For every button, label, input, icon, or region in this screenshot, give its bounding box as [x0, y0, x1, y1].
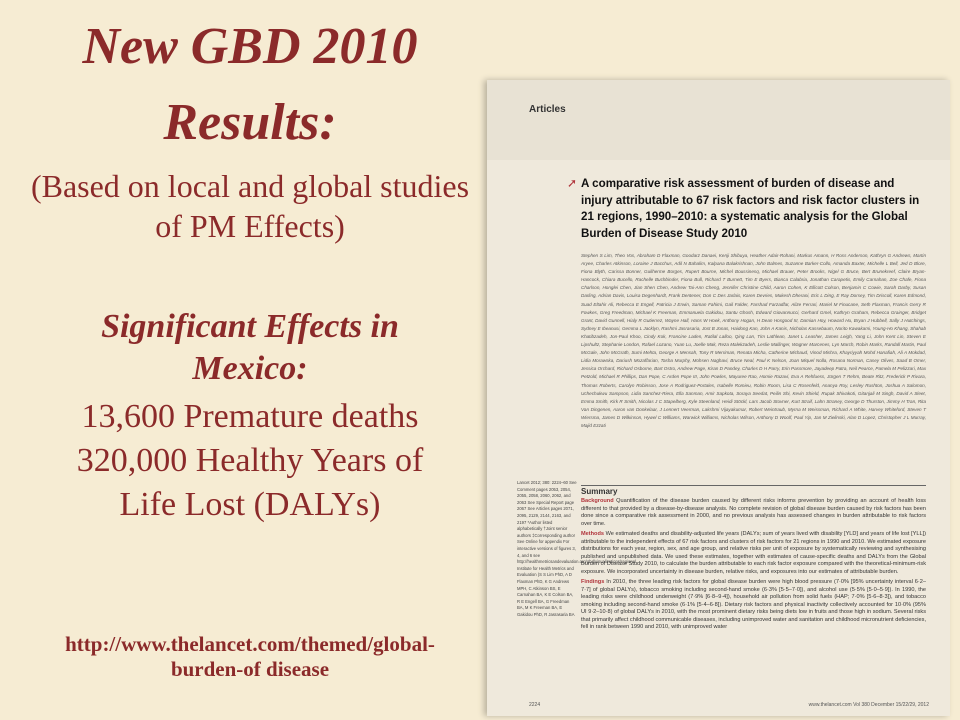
- findings-text: In 2010, the three leading risk factors for global disease burden were high blood pressure (7·0% [95% uncertainty interval 6·2–7·7] of global DALYs), tobacco smoking including second-hand smoke (6·3% [5·5–7·0]), and alcohol use (5·5% [5·0–5·9]). In 1990, the leading risks were childhood underweight (7·9% [6·8–9·4]), household air pollution from solid fuels (HAP; 7·0% [5·6–8·3]), and tobacco smoking including second-hand smoke (6·1% [5·4–6·8]). Dietary risk factors and physical inactivity collectively accounted for 10·0% (95% UI 9·2–10·8) of global DALYs in 2010, with the most prominent dietary risks being diets low in fruits and those high in sodium. Several risks that primarily affect childhood communicable diseases, including unimproved water and sanitation and childhood micronutrient deficiencies, fell in rank between 1990 and 2010, with unimproved water: [581, 579, 926, 630]
- slide-title-line1: New GBD 2010: [82, 18, 418, 75]
- article-section-label: Articles: [529, 104, 566, 115]
- slide-title-line2: Results:: [163, 94, 337, 151]
- background-text: Quantification of the disease burden caused by different risks informs prevention by providing an account of health loss different to that provided by a disease-by-disease analysis. No complete revision of global disease burden caused by risk factors has been done since a comparative risk assessment in 2000, and no previous analysis has assessed changes in burden attributable to risk factors over time.: [581, 498, 926, 527]
- article-authors: Stephen S Lim, Theo Vos, Abraham D Flaxman, Goodarz Danaei, Kenji Shibuya, Heather Adair-Rohani, Markus Amann, H Ross Anderson, Kathryn G Andrews, Martin Aryee, Charles Atkinson, Loraine J Bacchus, Adil N Bahalim, Kalpana Balakrishnan, John Balmes, Suzanne Barker-Collo, Amanda Baxter, Michelle L Bell, Jed D Blore, Fiona Blyth, Carissa Bonner, Guilherme Borges, Rupert Bourne, Michel Boussinesq, Michael Brauer, Peter Brooks, Nigel G Bruce, Bert Brunekreef, Claire Bryan-Hancock, Chiara Bucello, Rachelle Buchbinder, Fiona Bull, Richard T Burnett, Tim E Byers, Bianca Calabria, Jonathan Carapetis, Emily Carnahan, Zoe Chafe, Fiona Charlson, Honglei Chen, Jian Shen Chen, Andrew Tai-Ann Cheng, Jennifer Christine Child, Aaron Cohen, K Ellicott Colson, Benjamin C Cowie, Sarah Darby, Susan Darling, Adrian Davis, Louisa Degenhardt, Frank Dentener, Don C Des Jarlais, Karen Devries, Mukesh Dherani, Eric L Ding, E Ray Dorsey, Tim Driscoll, Karen Edmond, Suad Eltahir Ali, Rebecca E Engell, Patricia J Erwin, Saman Fahimi, Gail Falder, Farshad Farzadfar, Alize Ferrari, Mariel M Finucane, Seth Flaxman, Francis Gerry R Fowkes, Greg Freedman, Michael K Freeman, Emmanuela Gakidou, Santu Ghosh, Edward Giovannucci, Gerhard Gmel, Kathryn Graham, Rebecca Grainger, Bridget Grant, David Gunnell, Hialy R Gutierrez, Wayne Hall, Hans W Hoek, Anthony Hogan, H Dean Hosgood III, Damian Hoy, Howard Hu, Bryan J Hubbell, Sally J Hutchings, Sydney E Ibeanusi, Gemma L Jacklyn, Rashmi Jasrasaria, Jost B Jonas, Haidong Kan, John A Kanis, Nicholas Kassebaum, Norito Kawakami, Young-Ho Khang, Shahab Khatibzadeh, Jon-Paul Khoo, Cindy Kok, Francine Laden, Ratilal Lalloo, Qing Lan, Tim Lathlean, Janet L Leasher, James Leigh, Yang Li, John Kent Lin, Steven E Lipshultz, Stephanie London, Rafael Lozano, Yuan Lu, Joelle Mak, Reza Malekzadeh, Leslie Mallinger, Wagner Marcenes, Lyn March, Robin Marks, Randall Martin, Paul McGale, John McGrath, Sumi Mehta, George A Mensah, Tony R Merriman, Renata Micha, Catherine Michaud, Vinod Mishra, Khayriyyah Mohd Hanafiah, Ali A Mokdad, Lidia Morawska, Dariush Mozaffarian, Tasha Murphy, Mohsen Naghavi, Bruce Neal, Paul K Nelson, Joan Miquel Nolla, Rosana Norman, Casey Olives, Saad B Omer, Jessica Orchard, Richard Osborne, Bart Ostro, Andrew Page, Kiran D Pandey, Charles D H Parry, Erin Passmore, Jayadeep Patra, Neil Pearce, Pamela M Pelizzari, Max Petzold, Michael R Phillips, Dan Pope, C Arden Pope III, John Powles, Mayuree Rao, Homie Razavi, Eva A Rehfuess, Jürgen T Rehm, Beate Ritz, Frederick P Rivara, Thomas Roberts, Carolyn Robinson, Jose A Rodriguez-Portales, Isabelle Romieu, Robin Room, Lisa C Rosenfeld, Ananya Roy, Lesley Rushton, Joshua A Salomon, Uchechukwu Sampson, Lidia Sanchez-Riera, Ella Sanman, Amir Sapkota, Soraya Seedat, Peilin Shi, Kevin Shield, Rupak Shivakoti, Gitanjali M Singh, David A Sleet, Emma Smith, Kirk R Smith, Nicolas J C Stapelberg, Kyle Steenland, Heidi Stöckl, Lars Jacob Stovner, Kurt Straif, Lahn Straney, George D Thurston, Jimmy H Tran, Rita Van Dingenen, Aaron van Donkelaar, J Lennert Veerman, Lakshmi Vijayakumar, Robert Weintraub, Myrna M Weissman, Richard A White, Harvey Whiteford, Steven T Wiersma, James D Wilkinson, Hywel C Williams, Warwick Williams, Nicholas Wilson, Anthony D Woolf, Paul Yip, Jan M Zielinski, Alan D Lopez, Christopher J L Murray, Majid Ezzati: [581, 253, 926, 428]
- page-header-band: [487, 80, 950, 160]
- lancet-arrow-icon: ➚: [567, 176, 578, 190]
- dalys-stat-line2: Life Lost (DALYs): [119, 486, 381, 523]
- summary-heading: Summary: [581, 487, 618, 496]
- article-title: A comparative risk assessment of burden of disease and injury attributable to 67 risk factors and risk factor clusters in 21 regions, 1990–2010: a systematic analysis for the Global Burden of Disease Study 2010: [581, 177, 920, 240]
- lancet-link-line1[interactable]: http://www.thelancet.com/themed/global-: [65, 632, 435, 656]
- methods-label: Methods: [581, 531, 604, 537]
- article-footer: [529, 702, 929, 708]
- mexico-heading-line2: Mexico:: [192, 350, 308, 387]
- methods-text: We estimated deaths and disability-adjusted life years (DALYs; sum of years lived with disability [YLD] and years of life lost [YLL]) attributable to the independent effects of 67 risk factors and clusters of risk factors for 21 regions in 1990 and 2010. We estimated exposure distributions for each year, region, sex, and age group, and relative risks per unit of exposure by systematically reviewing and synthesising published and unpublished data. We used these estimates, together with estimates of cause-specific deaths and DALYs from the Global Burden of Disease Study 2010, to calculate the burden attributable to each risk factor exposure compared with the theoretical-minimum-risk exposure. We incorporated uncertainty in disease burden, relative risks, and exposures into our estimates of attributable burden.: [581, 531, 926, 575]
- slide-subtitle: (Based on local and global studies of PM Effects): [30, 168, 470, 244]
- article-page-image: [487, 80, 950, 716]
- background-label: Background: [581, 498, 614, 504]
- summary-divider: [581, 485, 926, 486]
- findings-label: Findings: [581, 579, 605, 585]
- article-summary-body: [581, 498, 926, 708]
- premature-deaths-stat: 13,600 Premature deaths: [81, 398, 419, 435]
- dalys-stat-line1: 320,000 Healthy Years of: [76, 442, 424, 479]
- mexico-heading-line1: Significant Effects in: [101, 308, 399, 345]
- journal-citation: www.thelancet.com Vol 380 December 15/22/29, 2012: [808, 702, 929, 708]
- article-sidenotes: Lancet 2012; 380: 2224–60 See Comment pages 2053, 2054, 2055, 2058, 2060, 2062, and 2063 See Special Report page 2067 See Articles pages 2071, 2095, 2129, 2144, 2163, and 2197 *Author listed alphabetically †Joint senior authors ‡Corresponding author See Online for appendix For interactive versions of figures 3, 4, and 6 see http://healthmetricsandevaluation.org/gbd/visualizations/regional Institute for Health Metrics and Evaluation (S S Lim PhD, A D Flaxman PhD, K G Andrews MPH, C Atkinson BS, E Carnahan BA, K E Colson BA, R E Engell BA, G Freedman BA, M K Freeman BA, E Gakidou PhD, R Jasrasaria BA: [517, 480, 636, 617]
- page-number: 2224: [529, 702, 541, 708]
- lancet-link-line2[interactable]: burden-of disease: [170, 657, 330, 681]
